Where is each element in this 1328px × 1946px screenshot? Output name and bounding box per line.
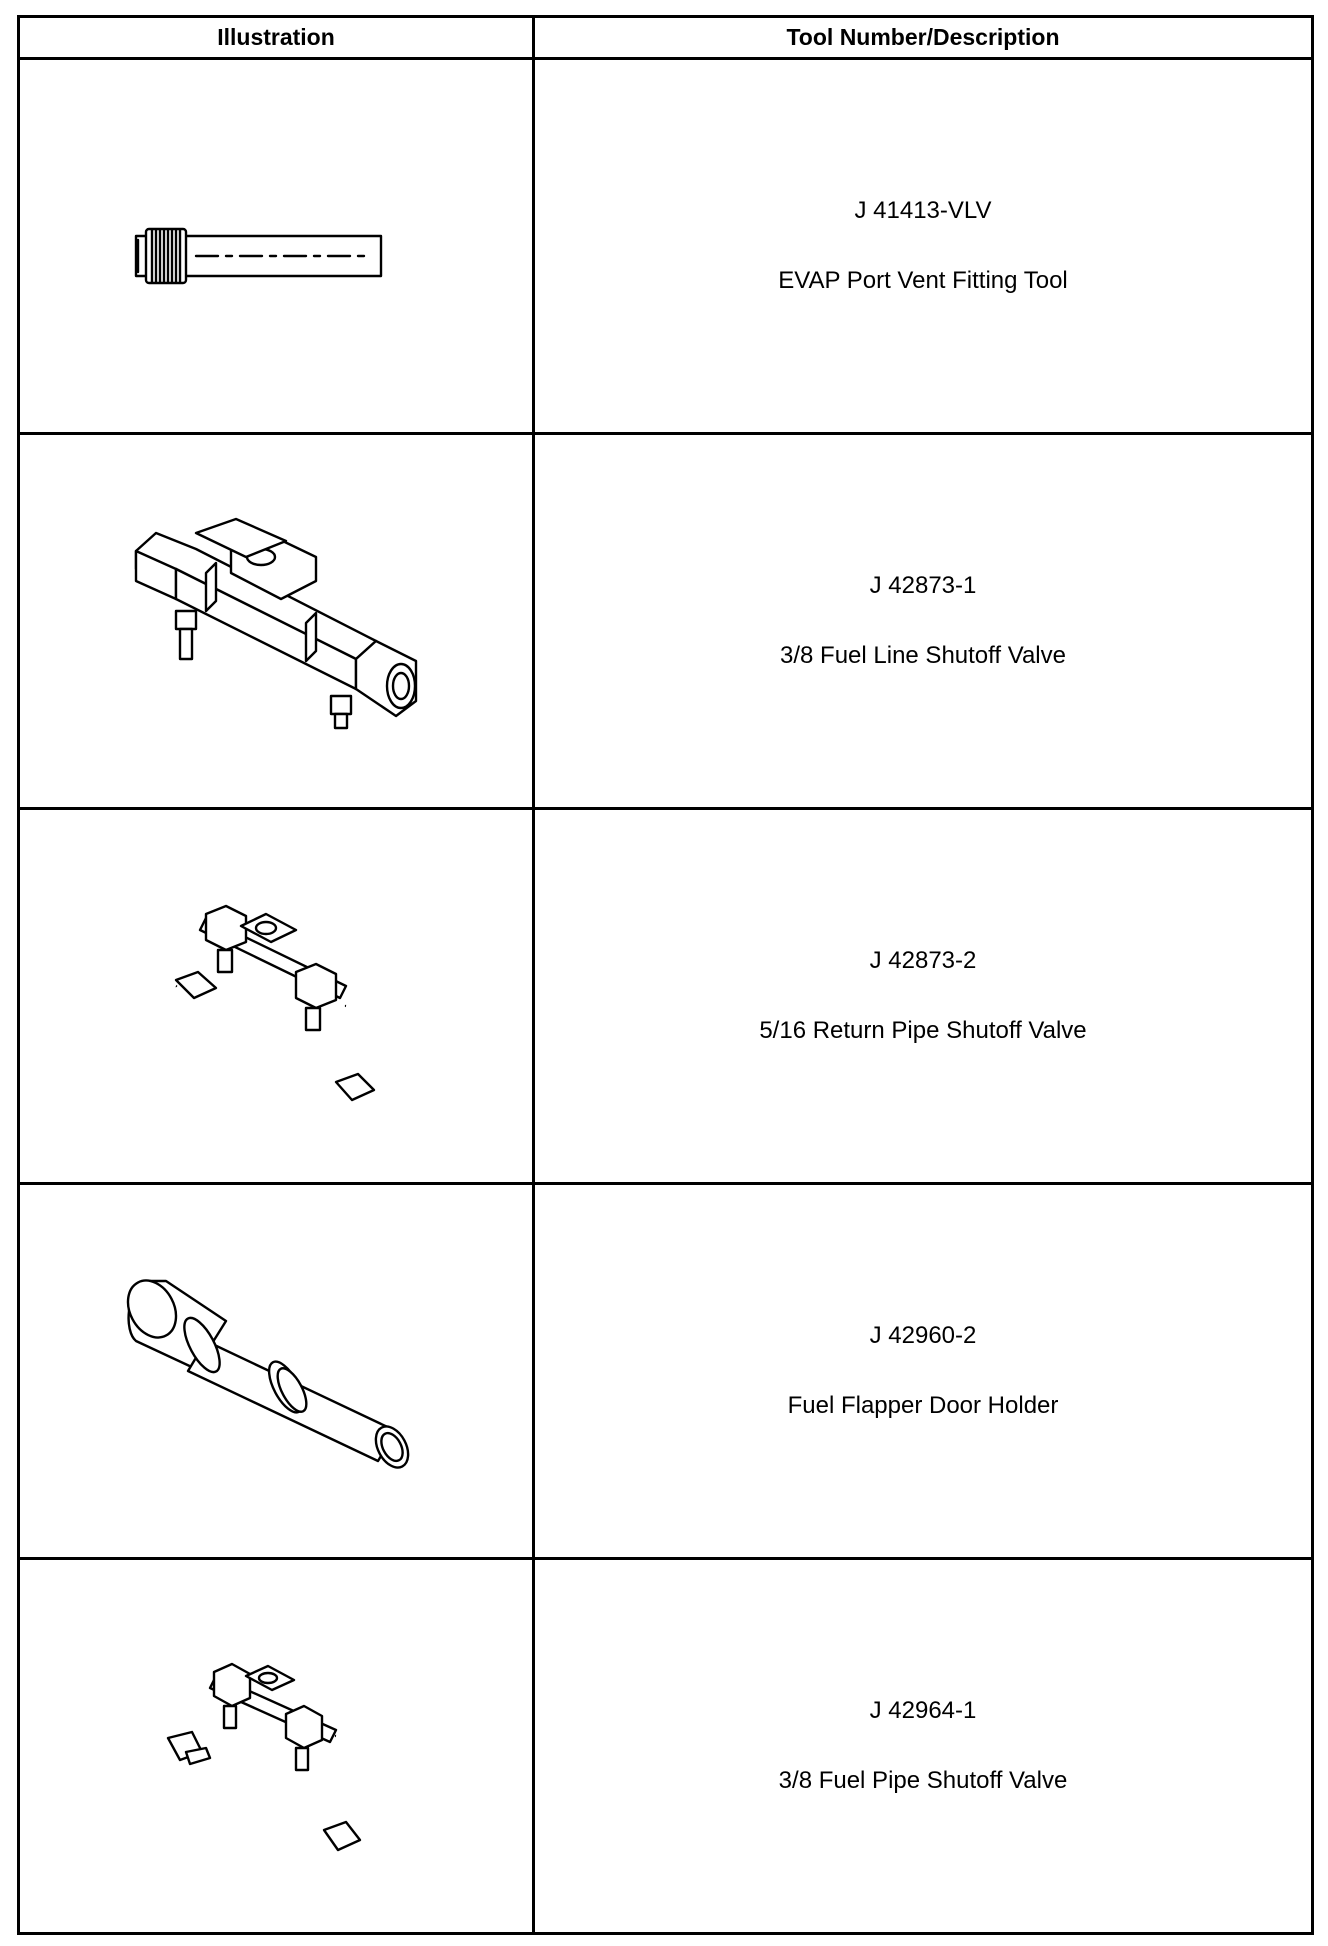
tool-cell	[534, 434, 1313, 809]
tool-description: 5/16 Return Pipe Shutoff Valve	[759, 1017, 1087, 1044]
illustration-cell	[19, 809, 534, 1184]
table-row	[19, 809, 1313, 1184]
tool-cell	[534, 1184, 1313, 1559]
fuel-pipe-shutoff-valve-icon	[106, 1626, 446, 1866]
tool-cell	[534, 809, 1313, 1184]
illustration-column-header: Illustration	[19, 17, 534, 59]
illustration-cell	[19, 1559, 534, 1934]
table-row	[19, 1559, 1313, 1934]
fuel-line-shutoff-valve-icon	[116, 511, 436, 731]
tool-description: 3/8 Fuel Line Shutoff Valve	[780, 642, 1066, 669]
table-row	[19, 59, 1313, 434]
tool-cell	[534, 59, 1313, 434]
tool-number: J 41413-VLV	[854, 197, 992, 224]
table-header-row	[19, 17, 1313, 59]
table-row	[19, 1184, 1313, 1559]
tool-column-header: Tool Number/Description	[534, 17, 1313, 59]
flapper-door-holder-icon	[116, 1261, 436, 1481]
tool-description: 3/8 Fuel Pipe Shutoff Valve	[778, 1767, 1068, 1794]
illustration-cell	[19, 59, 534, 434]
illustration-cell	[19, 434, 534, 809]
tool-number: J 42873-1	[869, 572, 977, 599]
tool-number: J 42960-2	[869, 1322, 977, 1349]
return-pipe-shutoff-valve-icon	[106, 876, 446, 1116]
tool-description: Fuel Flapper Door Holder	[787, 1392, 1059, 1419]
vent-fitting-tool-icon	[116, 206, 436, 286]
tool-number: J 42964-1	[869, 1697, 977, 1724]
tool-cell	[534, 1559, 1313, 1934]
tool-description: EVAP Port Vent Fitting Tool	[778, 267, 1068, 294]
table-row	[19, 434, 1313, 809]
illustration-cell	[19, 1184, 534, 1559]
special-tools-table	[17, 15, 1314, 1935]
tool-number: J 42873-2	[869, 947, 977, 974]
